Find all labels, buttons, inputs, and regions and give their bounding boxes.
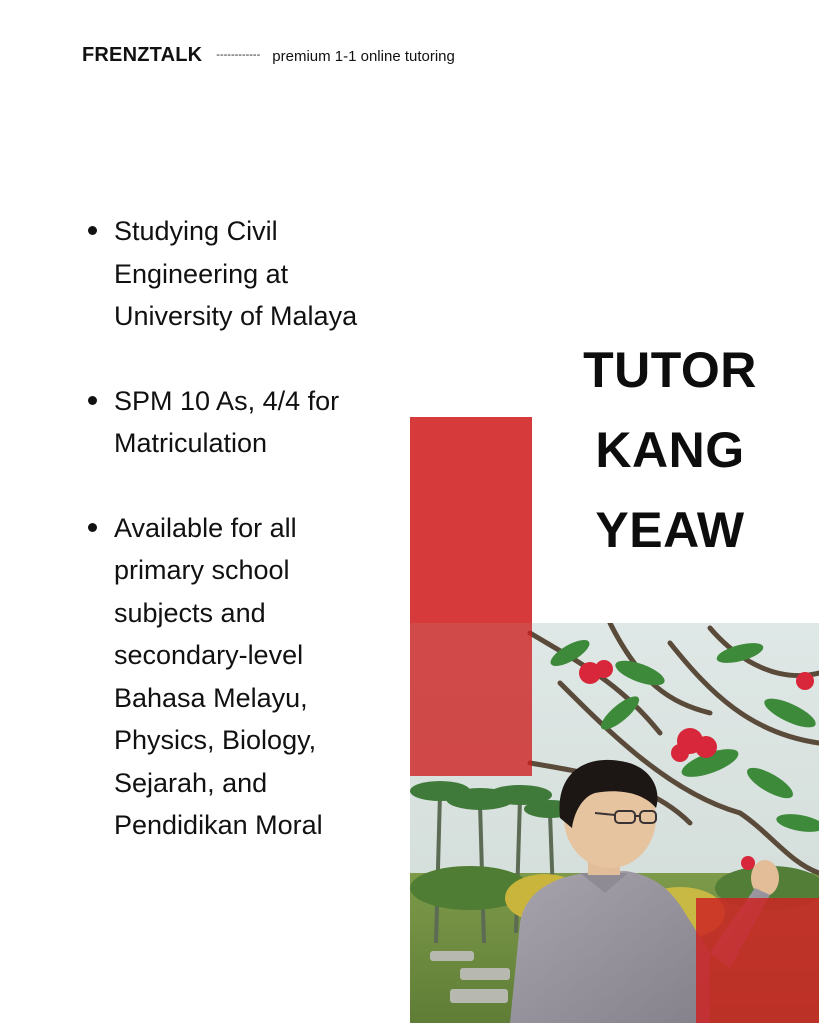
bullet-icon bbox=[88, 226, 97, 235]
decorative-red-block bbox=[410, 417, 532, 623]
qualification-text: Available for all primary school subjects and secondary-level Bahasa Melayu, Physics, Biology, Sejarah, and Pendidikan Moral bbox=[114, 512, 323, 840]
tagline: premium 1-1 online tutoring bbox=[272, 48, 455, 65]
bullet-icon bbox=[88, 396, 97, 405]
bullet-icon bbox=[88, 523, 97, 532]
decorative-red-overlay bbox=[696, 898, 819, 1023]
list-item bbox=[88, 380, 388, 465]
brand-name: FRENZTALK bbox=[82, 44, 203, 66]
list-item bbox=[88, 507, 388, 847]
tutor-name-title bbox=[540, 330, 800, 570]
decorative-red-overlay bbox=[410, 623, 532, 776]
qualification-text: SPM 10 As, 4/4 for Matriculation bbox=[114, 385, 340, 458]
title-line: TUTOR bbox=[583, 342, 757, 398]
qualifications-list bbox=[88, 210, 388, 889]
header bbox=[82, 44, 455, 67]
header-separator: ------------ bbox=[216, 49, 261, 61]
title-line: YEAW bbox=[595, 502, 745, 558]
qualification-text: Studying Civil Engineering at University of Malaya bbox=[114, 216, 358, 331]
title-line: KANG bbox=[595, 422, 745, 478]
list-item bbox=[88, 210, 388, 338]
